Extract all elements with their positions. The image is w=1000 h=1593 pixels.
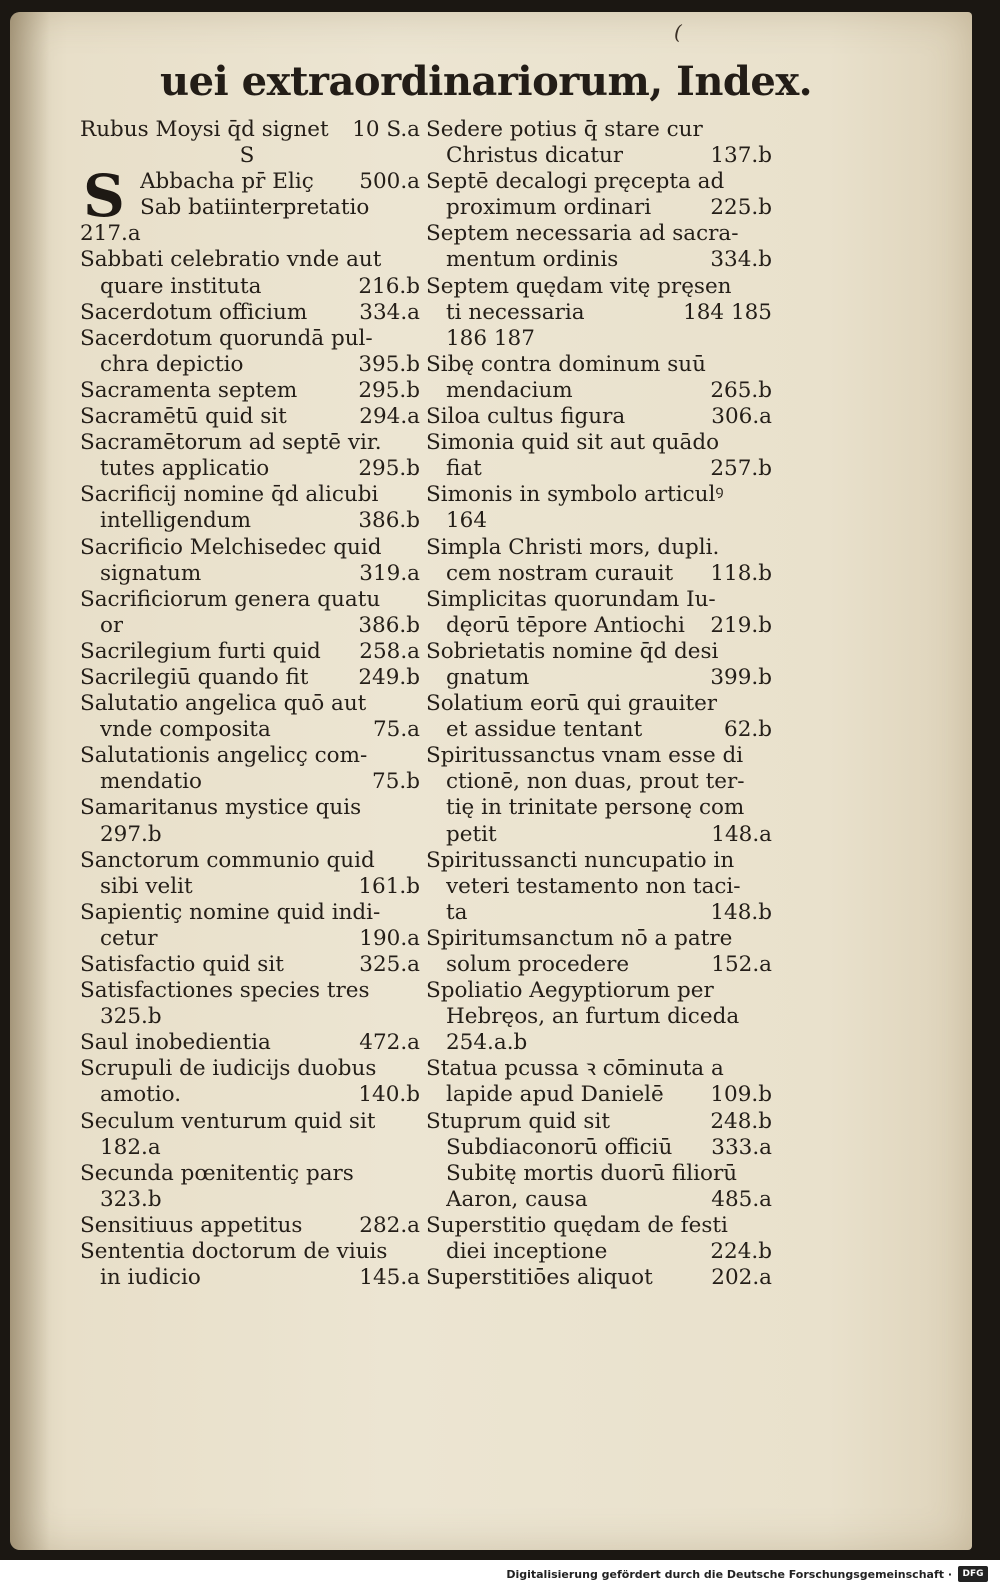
index-entry-line [80,404,420,430]
index-entry-page-ref: 399.b [710,664,772,690]
index-entry-text: ctionē, non duas, prout ter- [446,769,745,795]
index-entry-page-ref: 219.b [710,612,772,638]
index-entry-text: Sacerdotum officium [80,299,308,325]
index-entry-page-ref: 75.b [372,769,420,795]
index-column-right [426,117,772,1291]
index-entry-line [80,352,420,378]
index-entry-line [80,639,420,665]
index-entry-text: Sententia doctorum de viuis [80,1239,388,1265]
index-entry-text: Spoliatio Aegyptiorum per [426,978,714,1004]
index-entry-text: Christus dicatur [446,143,624,169]
index-entry-line [80,274,420,300]
index-entry-text: Subitę mortis duorū filiorū [446,1160,738,1186]
index-entry-text: ta [446,899,468,925]
index-entry-text: Rubus Moysi q̄d signet [80,117,329,142]
index-entry-text: lapide apud Danielē [446,1082,664,1108]
index-entry-line [80,1004,420,1030]
index-entry-line [426,221,772,247]
index-entry-line [426,1109,772,1135]
index-entry-line [426,535,772,561]
index-entry-text: vnde composita [100,717,271,743]
index-entry-page-ref: 225.b [710,195,772,221]
index-entry-text: Septem necessaria ad sacra- [426,221,739,247]
index-entry-text: Spiritussancti nuncupatio in [426,847,735,873]
index-entry-page-ref: 152.a [711,952,772,977]
index-entry-page-ref: 109.b [710,1082,772,1108]
index-entry-line [80,456,420,482]
index-entry-line [80,326,420,352]
decorated-initial-letter: S [83,162,125,230]
index-entry-text: or [100,612,124,638]
index-entry-line [426,508,772,534]
index-entry-line [426,978,772,1004]
index-entry-text: mentum ordinis [446,247,619,273]
index-entry-page-ref: 137.b [710,143,772,169]
index-entry-page-ref: 248.b [710,1108,772,1134]
index-entry-text: diei inceptione [446,1239,608,1265]
index-entry-line [426,613,772,639]
index-entry-line [426,874,772,900]
index-entry-line [80,1056,420,1082]
index-entry-page-ref: 333.a [711,1134,772,1160]
index-entry-page-ref: 294.a [359,404,420,430]
index-entry-page-ref: 334.b [710,247,772,273]
index-entry-line [80,1082,420,1108]
index-entry-line [80,1239,420,1265]
index-entry-text: tutes applicatio [100,456,270,482]
index-entry-page-ref: 295.b [358,377,420,403]
index-entry-line [426,848,772,874]
index-entry-line [80,665,420,691]
index-entry-line [426,143,772,169]
index-entry-page-ref: 306.a [711,404,772,430]
index-entry-line [426,326,772,352]
index-entry-text: Sibę contra dominum suū [426,351,706,377]
index-entry-text: Septē decalogi pręcepta ad [426,169,725,195]
index-entry-text: Spiritumsanctum nō a patre [426,925,733,951]
index-entry-page-ref: 224.b [710,1239,772,1265]
index-entry-text: gnatum [446,664,530,690]
index-entry-page-ref: 190.a [359,925,420,951]
index-column-left [80,117,420,1291]
index-entry-line [80,247,420,273]
index-entry-line [426,952,772,978]
index-entry-text: 217.a [80,221,141,247]
index-entry-text: Sacrificij nomine q̄d alicubi [80,482,379,508]
index-entry-page-ref: 258.a [359,638,420,664]
index-entry-text: Sanctorum communio quid [80,847,375,873]
index-entry-page-ref: 75.a [372,717,420,743]
index-entry-page-ref: 184 185 [683,299,772,325]
index-entry-text: Sensitiuus appetitus [80,1212,303,1238]
index-entry-line [80,561,420,587]
index-entry-text: Sab batiinterpretatio [140,195,370,221]
index-entry-line [80,1030,420,1056]
index-entry-text: Secunda pœnitentiç pars [80,1160,354,1186]
index-entry-text: Simplicitas quorundam Iu- [426,586,716,612]
index-entry-line [80,587,420,613]
index-entry-line [426,769,772,795]
index-entry-text: Simonia quid sit aut quādo [426,430,720,456]
index-entry-text: 323.b [100,1186,162,1212]
index-entry-line [426,117,772,143]
index-entry-text: Sabbati celebratio vnde aut [80,247,382,273]
index-entry-text: mendatio [100,769,202,795]
index-entry-text: 254.a.b [446,1030,528,1056]
index-entry-line [426,1187,772,1213]
index-entry-line [426,404,772,430]
index-entry-line [80,508,420,534]
index-entry-text: 325.b [100,1004,162,1030]
index-entry-line [426,1161,772,1187]
index-entry-text: 164 [446,508,488,534]
index-entry-line [426,900,772,926]
index-entry-line [426,717,772,743]
footer-bar [0,1560,1000,1593]
index-entry-line [80,1109,420,1135]
index-entry-line [80,978,420,1004]
index-entry-text: Sacramenta septem [80,377,298,403]
index-entry-page-ref: 386.b [358,612,420,638]
index-entry-line [80,221,420,247]
index-entry-text: Hebręos, an furtum diceda [446,1004,740,1030]
index-entry-text: Sobrietatis nomine q̄d desi [426,638,719,664]
index-entry-text: signatum [100,560,202,586]
index-entry-text: cem nostram curauit [446,560,674,586]
index-entry-text: 297.b [100,821,162,847]
index-entry-line [80,874,420,900]
index-entry-line [80,926,420,952]
index-entry-line [426,1004,772,1030]
index-entry-page-ref: 10 S.a [352,117,420,142]
index-entry-line [80,1161,420,1187]
index-entry-line [80,143,420,169]
index-entry-text: Sacerdotum quorundā pul- [80,325,373,351]
index-entry-line [426,743,772,769]
index-entry-line [80,1135,420,1161]
index-entry-line [80,1213,420,1239]
dfg-logo: DFG [958,1566,988,1582]
index-entry-line [80,717,420,743]
index-entry-page-ref: 62.b [724,717,772,743]
corner-mark: ( [674,20,682,44]
index-entry-line [426,378,772,404]
index-entry-line [80,691,420,717]
index-entry-text: Sacramētū quid sit [80,404,287,430]
index-entry-line [80,769,420,795]
index-entry-page-ref: 145.a [359,1265,420,1291]
index-entry-line [80,848,420,874]
index-entry-page-ref: 257.b [710,456,772,482]
index-entry-line [80,613,420,639]
index-entry-line [426,1213,772,1239]
index-entry-text: Superstitiōes aliquot [426,1265,653,1291]
index-entry-text: petit [446,821,497,847]
index-entry-text: quare instituta [100,273,262,299]
index-entry-text: in iudicio [100,1265,201,1291]
index-entry-line [426,639,772,665]
index-entry-line [80,535,420,561]
index-entry-line [426,169,772,195]
page-gutter-shadow [10,12,50,1550]
index-entry-line [80,195,420,221]
index-entry-text: Subdiaconorū officiū [446,1134,673,1160]
index-entry-page-ref: 118.b [710,560,772,586]
index-entry-text: veteri testamento non taci- [446,873,741,899]
index-entry-page-ref: 148.a [711,821,772,847]
index-entry-text: Superstitio quędam de festi [426,1212,728,1238]
index-entry-line [80,952,420,978]
index-entry-page-ref: 500.a [359,169,420,195]
index-entry-line [80,795,420,821]
index-entry-page-ref: 249.b [358,664,420,690]
index-entry-line [426,561,772,587]
index-entry-text: Sacrilegium furti quid [80,638,321,664]
index-entry-text: Sacrilegiū quando fit [80,664,309,690]
index-entry-line [426,247,772,273]
index-entry-page-ref: 161.b [358,873,420,899]
index-entry-line [80,743,420,769]
index-entry-line [426,456,772,482]
index-entry-line [426,430,772,456]
index-entry-text: Statua pcussa ꝛ cōminuta a [426,1056,724,1082]
index-entry-line [426,795,772,821]
footer-credit-text: Digitalisierung gefördert durch die Deutsche Forschungsgemeinschaft · [506,1568,952,1581]
index-entry-line [80,482,420,508]
index-entry-line [80,1187,420,1213]
index-entry-line [426,926,772,952]
index-entry-line [426,691,772,717]
index-entry-text: Sedere potius q̄ stare cur [426,117,703,142]
index-entry-text: dęorū tēpore Antiochi [446,612,685,638]
index-entry-page-ref: 472.a [359,1030,420,1056]
index-entry-text: Abbacha pr̄ Eliç [140,169,314,195]
index-entry-text: et assidue tentant [446,717,643,743]
index-entry-text: cetur [100,925,158,951]
index-entry-page-ref: 265.b [710,377,772,403]
index-entry-text: tię in trinitate personę com [446,795,745,821]
index-entry-text: Stuprum quid sit [426,1108,610,1134]
index-entry-text: mendacium [446,377,573,403]
index-entry-text: Satisfactio quid sit [80,952,284,977]
index-entry-text: ti necessaria [446,299,585,325]
index-entry-page-ref: 485.a [711,1186,772,1212]
index-entry-line [426,1056,772,1082]
index-entry-line [80,169,420,195]
index-entry-text: Siloa cultus figura [426,404,626,430]
index-entry-page-ref: 386.b [358,508,420,534]
index-entry-text: Spiritussanctus vnam esse di [426,743,744,769]
index-entry-text: Sapientiç nomine quid indi- [80,899,381,925]
index-entry-text: Solatium eorū qui grauiter [426,691,718,717]
index-entry-text: Satisfactiones species tres [80,978,370,1004]
index-entry-text: intelligendum [100,508,252,534]
index-entry-line [426,1239,772,1265]
index-entry-text: Septem quędam vitę pręsen [426,273,732,299]
index-entry-line [426,482,772,508]
index-entry-page-ref: 334.a [359,299,420,325]
index-entry-line [426,1082,772,1108]
index-entry-text: Salutationis angelicç com- [80,743,368,769]
index-entry-page-ref: 140.b [358,1082,420,1108]
index-entry-text: Samaritanus mystice quis [80,795,362,821]
index-entry-line [80,300,420,326]
index-entry-text: 186 187 [446,325,535,351]
index-entry-text: Sacrificiorum genera quatu [80,586,381,612]
index-entry-text: Simonis in symbolo articulꝰ [426,482,724,508]
index-entry-text: proximum ordinari [446,195,652,221]
index-entry-text: Aaron, causa [446,1186,588,1212]
index-entry-text: Sacramētorum ad septē vir. [80,430,382,456]
index-entry-text: Simpla Christi mors, dupli. [426,534,720,560]
index-entry-text: Sacrificio Melchisedec quid [80,534,382,560]
index-entry-page-ref: 282.a [359,1212,420,1238]
index-entry-line [426,300,772,326]
index-entry-page-ref: 395.b [358,351,420,377]
index-entry-text: chra depictio [100,351,244,377]
index-entry-line [426,352,772,378]
index-entry-text: Salutatio angelica quō aut [80,691,367,717]
index-entry-line [80,900,420,926]
index-entry-text: amotio. [100,1082,182,1108]
index-entry-text: 182.a [100,1134,161,1160]
index-entry-line [426,822,772,848]
index-entry-text: Saul inobedientia [80,1030,271,1056]
index-entry-page-ref: 148.b [710,899,772,925]
index-entry-text: sibi velit [100,873,193,899]
index-entry-page-ref: 295.b [358,456,420,482]
index-entry-text: S [239,143,255,169]
index-entry-line [426,1265,772,1291]
index-entry-line [426,587,772,613]
index-entry-line [80,117,420,143]
index-entry-line [426,665,772,691]
index-entry-page-ref: 325.a [359,952,420,977]
index-entry-page-ref: 319.a [359,560,420,586]
index-entry-line [80,378,420,404]
index-entry-text: Seculum venturum quid sit [80,1108,376,1134]
index-entry-page-ref: 202.a [711,1265,772,1291]
index-entry-line [426,195,772,221]
index-entry-line [80,822,420,848]
index-entry-line [426,274,772,300]
index-entry-line [80,1265,420,1291]
index-entry-text: solum procedere [446,952,630,977]
index-entry-line [80,430,420,456]
index-entry-line [426,1030,772,1056]
index-entry-text: Scrupuli de iudicijs duobus [80,1056,377,1082]
index-entry-text: fiat [446,456,482,482]
page-header-title: uei extraordinariorum, Index. [160,58,813,105]
index-entry-line [426,1135,772,1161]
index-entry-page-ref: 216.b [358,273,420,299]
